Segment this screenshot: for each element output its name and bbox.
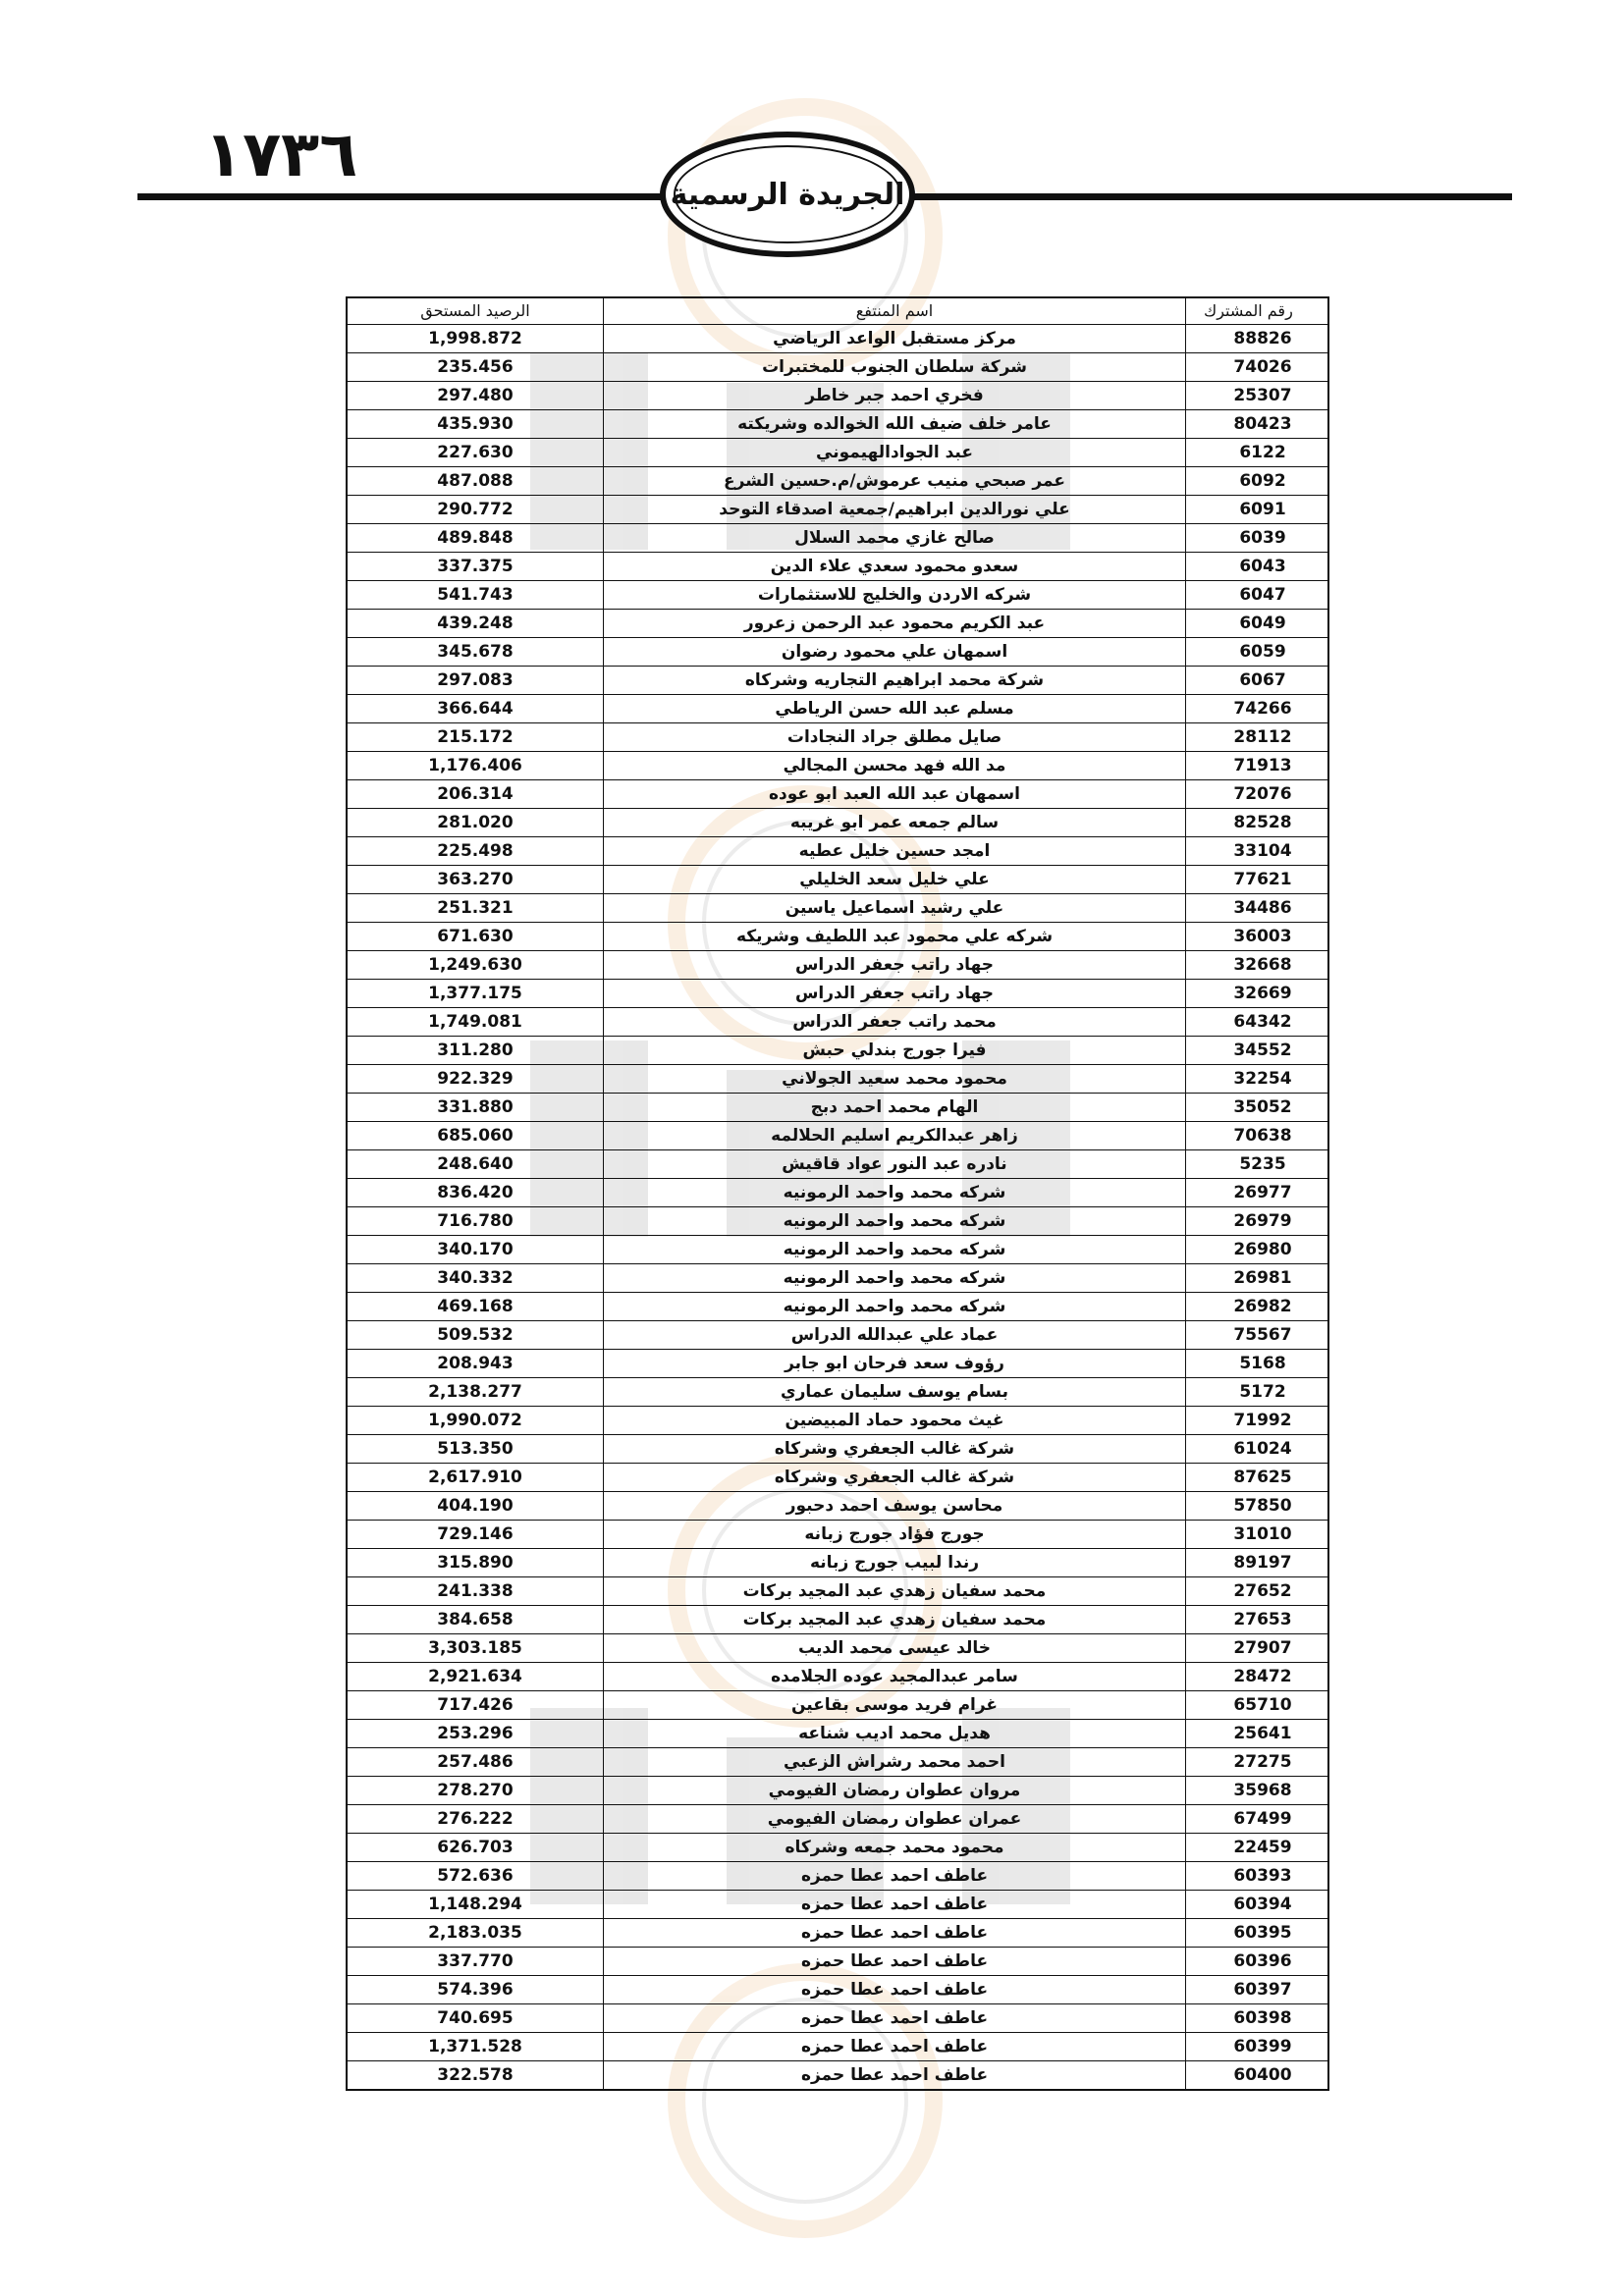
balance-due-cell: 404.190 xyxy=(347,1492,604,1521)
beneficiary-name-cell: علي نورالدين ابراهيم/جمعية اصدقاء التوحد xyxy=(604,496,1186,524)
table-row xyxy=(347,1122,1328,1150)
table-row xyxy=(347,1891,1328,1919)
subscriber-id-cell: 28112 xyxy=(1186,723,1329,752)
subscriber-id-cell: 36003 xyxy=(1186,923,1329,951)
subscriber-id-cell: 74266 xyxy=(1186,695,1329,723)
beneficiary-name-cell: عبد الكريم محمود عبد الرحمن زعرور xyxy=(604,610,1186,638)
table-row xyxy=(347,1606,1328,1634)
balance-due-cell: 2,183.035 xyxy=(347,1919,604,1948)
balance-due-cell: 435.930 xyxy=(347,410,604,439)
balance-due-cell: 248.640 xyxy=(347,1150,604,1179)
table-row xyxy=(347,1207,1328,1236)
beneficiary-name-cell: خالد عيسى محمد الديب xyxy=(604,1634,1186,1663)
balance-due-cell: 340.170 xyxy=(347,1236,604,1264)
beneficiary-name-cell: عاطف احمد عطا حمزه xyxy=(604,2061,1186,2091)
table-row xyxy=(347,1037,1328,1065)
balance-due-cell: 251.321 xyxy=(347,894,604,923)
table-row xyxy=(347,980,1328,1008)
table-row xyxy=(347,1862,1328,1891)
beneficiary-name-cell: الهام محمد احمد دبج xyxy=(604,1094,1186,1122)
subscriber-id-cell: 6092 xyxy=(1186,467,1329,496)
beneficiary-name-cell: محمد راتب جعفر الدراس xyxy=(604,1008,1186,1037)
subscriber-id-cell: 33104 xyxy=(1186,837,1329,866)
table-row xyxy=(347,723,1328,752)
header-balance-due: الرصيد المستحق xyxy=(347,297,604,325)
balance-due-cell: 278.270 xyxy=(347,1777,604,1805)
subscriber-id-cell: 6122 xyxy=(1186,439,1329,467)
balance-due-cell: 685.060 xyxy=(347,1122,604,1150)
balance-due-cell: 1,998.872 xyxy=(347,325,604,353)
beneficiary-name-cell: عماد علي عبدالله الدراس xyxy=(604,1321,1186,1350)
beneficiary-name-cell: هديل محمد اديب شناعه xyxy=(604,1720,1186,1748)
balance-due-cell: 206.314 xyxy=(347,780,604,809)
subscriber-id-cell: 65710 xyxy=(1186,1691,1329,1720)
beneficiary-name-cell: زاهر عبدالكريم اسليم الحلالمه xyxy=(604,1122,1186,1150)
beneficiary-name-cell: شركه علي محمود عبد اللطيف وشريكه xyxy=(604,923,1186,951)
beneficiary-name-cell: علي رشيد اسماعيل ياسين xyxy=(604,894,1186,923)
balance-due-cell: 572.636 xyxy=(347,1862,604,1891)
beneficiary-name-cell: غرام فريد موسى بقاعين xyxy=(604,1691,1186,1720)
beneficiary-name-cell: نادره عبد النور عواد قاقيش xyxy=(604,1150,1186,1179)
balance-due-cell: 297.083 xyxy=(347,667,604,695)
beneficiary-name-cell: مركز مستقبل الواعد الرياضي xyxy=(604,325,1186,353)
table-row xyxy=(347,2061,1328,2091)
beneficiary-name-cell: فخري احمد جبر خاطر xyxy=(604,382,1186,410)
balance-due-cell: 366.644 xyxy=(347,695,604,723)
beneficiary-name-cell: عاطف احمد عطا حمزه xyxy=(604,1976,1186,2004)
subscriber-id-cell: 60400 xyxy=(1186,2061,1329,2091)
balance-due-cell: 2,138.277 xyxy=(347,1378,604,1407)
beneficiary-name-cell: مسلم عبد الله حسن الرياطي xyxy=(604,695,1186,723)
table-row xyxy=(347,1264,1328,1293)
subscriber-id-cell: 31010 xyxy=(1186,1521,1329,1549)
beneficiary-name-cell: عاطف احمد عطا حمزه xyxy=(604,1862,1186,1891)
subscriber-id-cell: 27907 xyxy=(1186,1634,1329,1663)
balance-due-cell: 2,617.910 xyxy=(347,1464,604,1492)
subscriber-id-cell: 82528 xyxy=(1186,809,1329,837)
beneficiary-name-cell: عمر صبحي منيب عرموش/م.حسين الشرع xyxy=(604,467,1186,496)
table-row xyxy=(347,1435,1328,1464)
balance-due-cell: 311.280 xyxy=(347,1037,604,1065)
page-number: ١٧٣٦ xyxy=(204,119,358,191)
table-row xyxy=(347,1663,1328,1691)
balance-due-cell: 1,749.081 xyxy=(347,1008,604,1037)
table-row xyxy=(347,1094,1328,1122)
balance-due-cell: 337.770 xyxy=(347,1948,604,1976)
balance-due-cell: 276.222 xyxy=(347,1805,604,1834)
subscriber-id-cell: 27275 xyxy=(1186,1748,1329,1777)
beneficiary-name-cell: سامر عبدالمجيد عوده الجلامده xyxy=(604,1663,1186,1691)
table-row xyxy=(347,410,1328,439)
table-row xyxy=(347,1948,1328,1976)
beneficiary-name-cell: شركه محمد واحمد الرمونيه xyxy=(604,1179,1186,1207)
table-row xyxy=(347,1777,1328,1805)
table-row xyxy=(347,496,1328,524)
beneficiary-name-cell: مروان عطوان رمضان الفيومي xyxy=(604,1777,1186,1805)
beneficiary-name-cell: سالم جمعه عمر ابو غريبه xyxy=(604,809,1186,837)
subscriber-id-cell: 64342 xyxy=(1186,1008,1329,1037)
header-beneficiary-name: اسم المنتفع xyxy=(604,297,1186,325)
subscriber-id-cell: 71992 xyxy=(1186,1407,1329,1435)
subscriber-id-cell: 60396 xyxy=(1186,1948,1329,1976)
beneficiary-name-cell: شركة محمد ابراهيم التجاريه وشركاه xyxy=(604,667,1186,695)
subscriber-id-cell: 26977 xyxy=(1186,1179,1329,1207)
subscriber-id-cell: 26979 xyxy=(1186,1207,1329,1236)
balance-due-cell: 208.943 xyxy=(347,1350,604,1378)
beneficiary-name-cell: عامر خلف ضيف الله الخوالده وشريكته xyxy=(604,410,1186,439)
beneficiary-name-cell: محاسن يوسف احمد دحبور xyxy=(604,1492,1186,1521)
subscriber-id-cell: 32669 xyxy=(1186,980,1329,1008)
table-row xyxy=(347,553,1328,581)
balance-due-cell: 241.338 xyxy=(347,1577,604,1606)
table-row xyxy=(347,1008,1328,1037)
table-row xyxy=(347,667,1328,695)
table-row xyxy=(347,837,1328,866)
beneficiary-name-cell: جهاد راتب جعفر الدراس xyxy=(604,951,1186,980)
subscriber-id-cell: 60398 xyxy=(1186,2004,1329,2033)
subscriber-id-cell: 61024 xyxy=(1186,1435,1329,1464)
beneficiary-name-cell: شركة غالب الجعفري وشركاه xyxy=(604,1435,1186,1464)
subscriber-id-cell: 72076 xyxy=(1186,780,1329,809)
table-row xyxy=(347,1691,1328,1720)
balance-due-cell: 487.088 xyxy=(347,467,604,496)
subscribers-table xyxy=(346,296,1329,2091)
balance-due-cell: 740.695 xyxy=(347,2004,604,2033)
beneficiary-name-cell: عمران عطوان رمضان الفيومي xyxy=(604,1805,1186,1834)
balance-due-cell: 729.146 xyxy=(347,1521,604,1549)
subscriber-id-cell: 60399 xyxy=(1186,2033,1329,2061)
subscriber-id-cell: 60395 xyxy=(1186,1919,1329,1948)
balance-due-cell: 225.498 xyxy=(347,837,604,866)
beneficiary-name-cell: عاطف احمد عطا حمزه xyxy=(604,1919,1186,1948)
beneficiary-name-cell: مد الله فهد محسن المجالي xyxy=(604,752,1186,780)
beneficiary-name-cell: احمد محمد رشراش الزعبي xyxy=(604,1748,1186,1777)
balance-due-cell: 439.248 xyxy=(347,610,604,638)
balance-due-cell: 2,921.634 xyxy=(347,1663,604,1691)
table-row xyxy=(347,1634,1328,1663)
balance-due-cell: 1,148.294 xyxy=(347,1891,604,1919)
table-row xyxy=(347,439,1328,467)
subscriber-id-cell: 32668 xyxy=(1186,951,1329,980)
balance-due-cell: 227.630 xyxy=(347,439,604,467)
subscriber-id-cell: 80423 xyxy=(1186,410,1329,439)
table-row xyxy=(347,638,1328,667)
subscriber-id-cell: 57850 xyxy=(1186,1492,1329,1521)
balance-due-cell: 541.743 xyxy=(347,581,604,610)
balance-due-cell: 574.396 xyxy=(347,1976,604,2004)
beneficiary-name-cell: عبد الجوادالهيموني xyxy=(604,439,1186,467)
table-row xyxy=(347,780,1328,809)
beneficiary-name-cell: جهاد راتب جعفر الدراس xyxy=(604,980,1186,1008)
balance-due-cell: 340.332 xyxy=(347,1264,604,1293)
balance-due-cell: 489.848 xyxy=(347,524,604,553)
subscriber-id-cell: 25307 xyxy=(1186,382,1329,410)
balance-due-cell: 1,176.406 xyxy=(347,752,604,780)
subscriber-id-cell: 5168 xyxy=(1186,1350,1329,1378)
beneficiary-name-cell: عاطف احمد عطا حمزه xyxy=(604,1891,1186,1919)
table-row xyxy=(347,1976,1328,2004)
balance-due-cell: 281.020 xyxy=(347,809,604,837)
balance-due-cell: 922.329 xyxy=(347,1065,604,1094)
beneficiary-name-cell: عاطف احمد عطا حمزه xyxy=(604,1948,1186,1976)
subscriber-id-cell: 35052 xyxy=(1186,1094,1329,1122)
subscriber-id-cell: 26981 xyxy=(1186,1264,1329,1293)
balance-due-cell: 1,377.175 xyxy=(347,980,604,1008)
table-row xyxy=(347,1720,1328,1748)
beneficiary-name-cell: محمد سفيان زهدي عبد المجيد بركات xyxy=(604,1577,1186,1606)
table-row xyxy=(347,1407,1328,1435)
table-row xyxy=(347,923,1328,951)
subscriber-id-cell: 34486 xyxy=(1186,894,1329,923)
header-oval xyxy=(660,132,915,257)
subscriber-id-cell: 6067 xyxy=(1186,667,1329,695)
table-header-row xyxy=(347,297,1328,325)
balance-due-cell: 469.168 xyxy=(347,1293,604,1321)
table-row xyxy=(347,1065,1328,1094)
subscriber-id-cell: 6039 xyxy=(1186,524,1329,553)
table-row xyxy=(347,1321,1328,1350)
table-row xyxy=(347,2033,1328,2061)
header-subscriber-id: رقم المشترك xyxy=(1186,297,1329,325)
balance-due-cell: 297.480 xyxy=(347,382,604,410)
beneficiary-name-cell: غيث محمود حماد المبيضين xyxy=(604,1407,1186,1435)
subscriber-id-cell: 26982 xyxy=(1186,1293,1329,1321)
table-row xyxy=(347,1378,1328,1407)
subscriber-id-cell: 88826 xyxy=(1186,325,1329,353)
balance-due-cell: 322.578 xyxy=(347,2061,604,2091)
balance-due-cell: 363.270 xyxy=(347,866,604,894)
subscriber-id-cell: 22459 xyxy=(1186,1834,1329,1862)
table-row xyxy=(347,581,1328,610)
table-row xyxy=(347,353,1328,382)
balance-due-cell: 836.420 xyxy=(347,1179,604,1207)
subscriber-id-cell: 6059 xyxy=(1186,638,1329,667)
beneficiary-name-cell: عاطف احمد عطا حمزه xyxy=(604,2004,1186,2033)
balance-due-cell: 331.880 xyxy=(347,1094,604,1122)
balance-due-cell: 1,990.072 xyxy=(347,1407,604,1435)
balance-due-cell: 513.350 xyxy=(347,1435,604,1464)
beneficiary-name-cell: محمود محمد سعيد الجولاني xyxy=(604,1065,1186,1094)
table-row xyxy=(347,325,1328,353)
subscriber-id-cell: 70638 xyxy=(1186,1122,1329,1150)
subscriber-id-cell: 5235 xyxy=(1186,1150,1329,1179)
beneficiary-name-cell: محمد سفيان زهدي عبد المجيد بركات xyxy=(604,1606,1186,1634)
subscriber-id-cell: 26980 xyxy=(1186,1236,1329,1264)
subscriber-id-cell: 60393 xyxy=(1186,1862,1329,1891)
subscriber-id-cell: 5172 xyxy=(1186,1378,1329,1407)
table-row xyxy=(347,894,1328,923)
beneficiary-name-cell: عاطف احمد عطا حمزه xyxy=(604,2033,1186,2061)
table-row xyxy=(347,1179,1328,1207)
subscriber-id-cell: 71913 xyxy=(1186,752,1329,780)
beneficiary-name-cell: رؤوف سعد فرحان ابو جابر xyxy=(604,1350,1186,1378)
beneficiary-name-cell: صالح غازي محمد السلال xyxy=(604,524,1186,553)
subscriber-id-cell: 6049 xyxy=(1186,610,1329,638)
subscriber-id-cell: 6091 xyxy=(1186,496,1329,524)
beneficiary-name-cell: محمود محمد جمعه وشركاه xyxy=(604,1834,1186,1862)
table-row xyxy=(347,1492,1328,1521)
beneficiary-name-cell: سعدو محمود سعدي علاء الدين xyxy=(604,553,1186,581)
subscriber-id-cell: 32254 xyxy=(1186,1065,1329,1094)
balance-due-cell: 1,371.528 xyxy=(347,2033,604,2061)
gazette-title: الجريدة الرسمية xyxy=(670,177,905,212)
beneficiary-name-cell: رندا لبيب جورج زبانه xyxy=(604,1549,1186,1577)
balance-due-cell: 290.772 xyxy=(347,496,604,524)
table-row xyxy=(347,1521,1328,1549)
beneficiary-name-cell: صايل مطلق جراد النجادات xyxy=(604,723,1186,752)
beneficiary-name-cell: شركه الاردن والخليج للاستثمارات xyxy=(604,581,1186,610)
balance-due-cell: 253.296 xyxy=(347,1720,604,1748)
table-row xyxy=(347,1350,1328,1378)
table-row xyxy=(347,1805,1328,1834)
subscriber-id-cell: 89197 xyxy=(1186,1549,1329,1577)
subscriber-id-cell: 28472 xyxy=(1186,1663,1329,1691)
table-row xyxy=(347,752,1328,780)
beneficiary-name-cell: امجد حسين خليل عطيه xyxy=(604,837,1186,866)
subscriber-id-cell: 77621 xyxy=(1186,866,1329,894)
subscriber-id-cell: 60397 xyxy=(1186,1976,1329,2004)
subscriber-id-cell: 27652 xyxy=(1186,1577,1329,1606)
beneficiary-name-cell: شركة سلطان الجنوب للمختبرات xyxy=(604,353,1186,382)
table-row xyxy=(347,2004,1328,2033)
table-row xyxy=(347,866,1328,894)
subscriber-id-cell: 34552 xyxy=(1186,1037,1329,1065)
table-row xyxy=(347,1464,1328,1492)
balance-due-cell: 315.890 xyxy=(347,1549,604,1577)
table-row xyxy=(347,1549,1328,1577)
table-row xyxy=(347,382,1328,410)
balance-due-cell: 337.375 xyxy=(347,553,604,581)
beneficiary-name-cell: شركة غالب الجعفري وشركاه xyxy=(604,1464,1186,1492)
beneficiary-name-cell: بسام يوسف سليمان عماري xyxy=(604,1378,1186,1407)
subscriber-id-cell: 6043 xyxy=(1186,553,1329,581)
table-body xyxy=(347,325,1328,2091)
balance-due-cell: 626.703 xyxy=(347,1834,604,1862)
table-row xyxy=(347,1834,1328,1862)
table-row xyxy=(347,1919,1328,1948)
balance-due-cell: 345.678 xyxy=(347,638,604,667)
beneficiary-name-cell: جورج فؤاد جورج زبانه xyxy=(604,1521,1186,1549)
beneficiary-name-cell: علي خليل سعد الخليلي xyxy=(604,866,1186,894)
beneficiary-name-cell: شركه محمد واحمد الرمونيه xyxy=(604,1264,1186,1293)
subscriber-id-cell: 74026 xyxy=(1186,353,1329,382)
table-row xyxy=(347,809,1328,837)
beneficiary-name-cell: شركه محمد واحمد الرمونيه xyxy=(604,1236,1186,1264)
subscriber-id-cell: 25641 xyxy=(1186,1720,1329,1748)
table-row xyxy=(347,1293,1328,1321)
subscriber-id-cell: 60394 xyxy=(1186,1891,1329,1919)
subscriber-id-cell: 27653 xyxy=(1186,1606,1329,1634)
balance-due-cell: 1,249.630 xyxy=(347,951,604,980)
table-row xyxy=(347,1150,1328,1179)
balance-due-cell: 717.426 xyxy=(347,1691,604,1720)
subscriber-id-cell: 35968 xyxy=(1186,1777,1329,1805)
table-row xyxy=(347,610,1328,638)
balance-due-cell: 257.486 xyxy=(347,1748,604,1777)
beneficiary-name-cell: فيرا جورج بندلي حبش xyxy=(604,1037,1186,1065)
subscriber-id-cell: 6047 xyxy=(1186,581,1329,610)
table-row xyxy=(347,524,1328,553)
table-row xyxy=(347,467,1328,496)
beneficiary-name-cell: اسمهان علي محمود رضوان xyxy=(604,638,1186,667)
beneficiary-name-cell: شركه محمد واحمد الرمونيه xyxy=(604,1207,1186,1236)
balance-due-cell: 235.456 xyxy=(347,353,604,382)
balance-due-cell: 671.630 xyxy=(347,923,604,951)
table-row xyxy=(347,1236,1328,1264)
table-row xyxy=(347,951,1328,980)
table-row xyxy=(347,1748,1328,1777)
balance-due-cell: 384.658 xyxy=(347,1606,604,1634)
subscriber-id-cell: 87625 xyxy=(1186,1464,1329,1492)
subscriber-id-cell: 75567 xyxy=(1186,1321,1329,1350)
balance-due-cell: 3,303.185 xyxy=(347,1634,604,1663)
subscriber-id-cell: 67499 xyxy=(1186,1805,1329,1834)
table-row xyxy=(347,1577,1328,1606)
table-row xyxy=(347,695,1328,723)
balance-due-cell: 716.780 xyxy=(347,1207,604,1236)
beneficiary-name-cell: شركه محمد واحمد الرمونيه xyxy=(604,1293,1186,1321)
balance-due-cell: 215.172 xyxy=(347,723,604,752)
balance-due-cell: 509.532 xyxy=(347,1321,604,1350)
beneficiary-name-cell: اسمهان عبد الله العبد ابو عوده xyxy=(604,780,1186,809)
